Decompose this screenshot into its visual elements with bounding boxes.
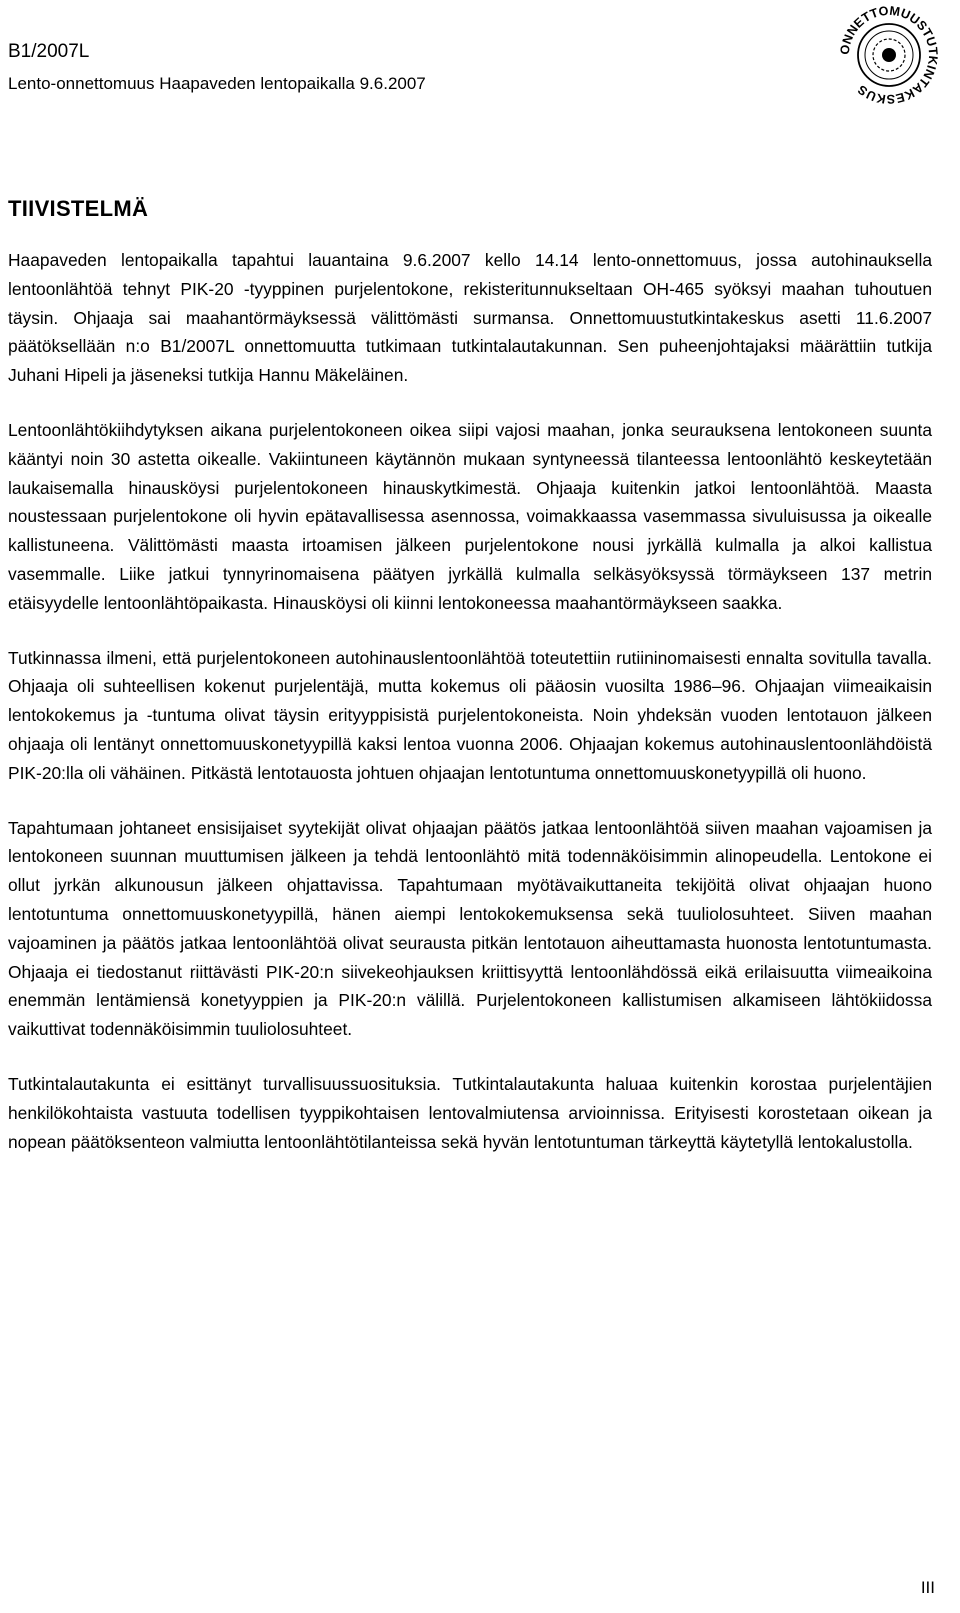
page-header [8, 40, 768, 96]
summary-paragraph-3: Tutkinnassa ilmeni, että purjelentokoneen autohinauslentoonlähtöä toteutettiin rutiininomaisesti ennalta sovitulla tavalla. Ohjaaja oli suhteellisen kokenut purjelentäjä, mutta kokemus oli pääosin vuosilta 1986–96. Ohjaajan viimeaikaisin lentokokemus ja -tuntuma olivat täysin erityyppisistä purjelentokoneista. Noin yhdeksän vuoden lentotauon jälkeen ohjaaja oli lentänyt onnettomuuskonetyypillä kaksi lentoa vuonna 2006. Ohjaajan kokemus autohinauslentoonlähdöistä PIK-20:lla oli vähäinen. Pitkästä lentotauosta johtuen ohjaajan lentotuntuma onnettomuuskonetyypillä oli huono. [8, 647, 932, 783]
report-subtitle: Lento-onnettomuus Haapaveden lentopaikalla 9.6.2007 [8, 74, 426, 93]
summary-paragraph-5: Tutkintalautakunta ei esittänyt turvallisuussuosituksia. Tutkintalautakunta haluaa kuitenkin korostaa purjelentäjien henkilökohtaista vastuuta todellisen tyyppikohtaisen lentovalmiutensa arvioinnissa. Erityisesti korostetaan oikean ja nopean päätöksenteon valmiutta lentoonlähtötilanteissa sekä hyvän lentotuntuman tärkeyttä käytetyllä lentokalustolla. [8, 1073, 932, 1152]
report-code: B1/2007L [8, 41, 90, 62]
summary-paragraph-1: Haapaveden lentopaikalla tapahtui lauantaina 9.6.2007 kello 14.14 lento-onnettomuus, jossa autohinauksella lentoonlähtöä tehnyt PIK-20 -tyyppinen purjelentokone, rekisteritunnukseltaan OH-465 syöksyi maahan tuhoutuen täysin. Ohjaaja sai maahantörmäyksessä välittömästi surmansa. Onnettomuustutkintakeskus asetti 11.6.2007 päätöksellään n:o B1/2007L onnettomuutta tutkimaan tutkintalautakunnan. Sen puheenjohtajaksi määrättiin tutkija Juhani Hipeli ja jäseneksi tutkija Hannu Mäkeläinen. [8, 250, 932, 386]
seal-ring-text: ONNETTOMUUSTUTKINTAKESKUS [837, 3, 941, 107]
summary-paragraph-2: Lentoonlähtökiihdytyksen aikana purjelentokoneen oikea siipi vajosi maahan, jonka seurauksena lentokoneen suunta kääntyi noin 30 astetta oikealle. Vakiintuneen käytännön mukaan syntyneessä tilanteessa lentoonlähtö keskeytetään laukaisemalla hinausköysi purjelentokoneen hinauskytkimestä. Ohjaaja kuitenkin jatkoi lentoonlähtöä. Maasta noustessaan purjelentokone oli hyvin epätavallisessa asennossa, voimakkaassa vasemmassa sivuluisussa ja oikealle kallistuneena. Välittömästi maasta irtoamisen jälkeen purjelentokone nousi jyrkällä kulmalla ja alkoi kallistua vasemmalle. Liike jatkui tynnyrinomaisena päätyen jyrkällä kulmalla selkäsyöksyssä törmäykseen 137 metrin etäisyydelle lentoonlähtöpaikasta. Hinausköysi oli kiinni lentokoneessa maahantörmäykseen saakka. [8, 419, 932, 613]
summary-paragraph-4: Tapahtumaan johtaneet ensisijaiset syytekijät olivat ohjaajan päätös jatkaa lentoonlähtöä siiven maahan vajoamisen ja lentokoneen suunnan muuttumisen jälkeen ja tehdä lentoonlähtö mitä todennäköisimmin alinopeudella. Lentokone ei ollut jyrkän alkunousun jälkeen ohjattavissa. Tapahtumaan myötävaikuttaneita tekijöitä olivat ohjaajan huono lentotuntuma onnettomuuskonetyypillä, hänen aiempi lentokokemuksensa sekä tuuliolosuhteet. Siiven maahan vajoaminen ja päätös jatkaa lentoonlähtöä olivat seurausta pitkän lentotauon aiheuttamasta huonosta lentotuntumasta. Ohjaaja ei tiedostanut riittävästi PIK-20:n siivekeohjauksen kriittisyyttä lentoonlähdössä eikä erilaisuutta viimeaikoina enemmän lentämiensä konetyyppien ja PIK-20:n välillä. Purjelentokoneen kallistumisen alkamiseen lähtökiidossa vaikuttivat todennäköisimmin tuuliolosuhteet. [8, 817, 932, 1040]
summary-body [8, 246, 932, 1182]
page-number: III [920, 1578, 935, 1597]
accident-investigation-board-seal-icon [834, 0, 944, 110]
page-title: TIIVISTELMÄ [8, 196, 149, 221]
